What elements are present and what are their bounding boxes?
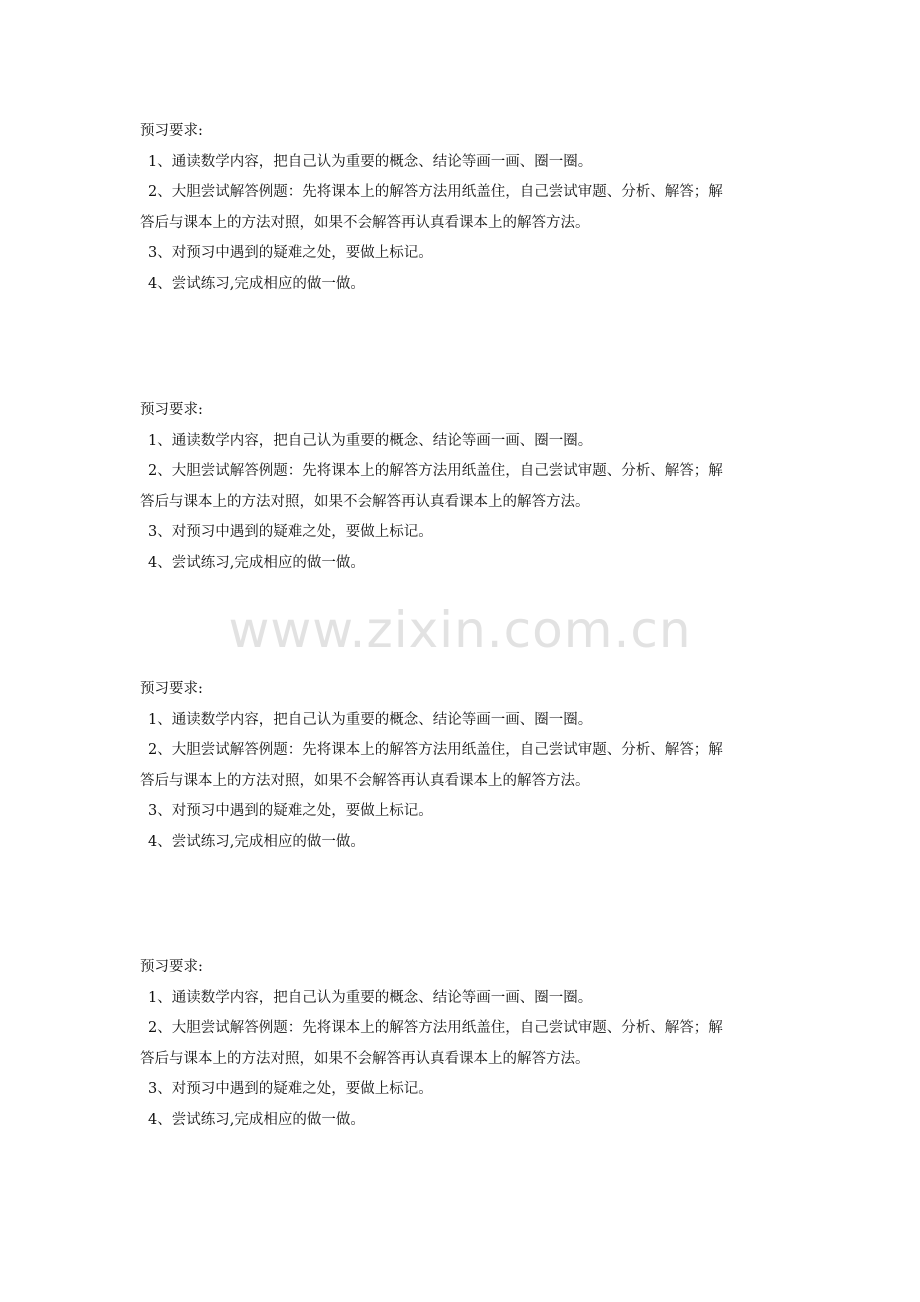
preview-requirements-block-4 — [140, 952, 785, 1135]
block-heading: 预习要求: — [140, 402, 203, 418]
requirement-item-1: 1、通读数学内容，把自己认为重要的概念、结论等画一画、圈一圈。 — [148, 989, 593, 1006]
requirement-item-2-continued: 答后与课本上的方法对照，如果不会解答再认真看课本上的解答方法。 — [140, 493, 590, 510]
requirement-item-3: 3、对预习中遇到的疑难之处，要做上标记。 — [148, 524, 433, 540]
requirement-item-2-continued: 答后与课本上的方法对照，如果不会解答再认真看课本上的解答方法。 — [140, 214, 590, 231]
preview-requirements-block-1 — [140, 116, 785, 299]
requirement-item-4: 4、尝试练习,完成相应的做一做。 — [148, 554, 365, 571]
requirement-item-2: 2、大胆尝试解答例题：先将课本上的解答方法用纸盖住，自己尝试审题、分析、解答；解 — [148, 463, 723, 479]
preview-requirements-block-3 — [140, 674, 785, 857]
requirement-item-4: 4、尝试练习,完成相应的做一做。 — [148, 275, 365, 292]
block-heading: 预习要求: — [140, 959, 203, 975]
requirement-item-3: 3、对预习中遇到的疑难之处，要做上标记。 — [148, 803, 433, 819]
requirement-item-1: 1、通读数学内容，把自己认为重要的概念、结论等画一画、圈一圈。 — [148, 153, 593, 170]
requirement-item-1: 1、通读数学内容，把自己认为重要的概念、结论等画一画、圈一圈。 — [148, 432, 593, 449]
requirement-item-2-continued: 答后与课本上的方法对照，如果不会解答再认真看课本上的解答方法。 — [140, 1050, 590, 1067]
requirement-item-2: 2、大胆尝试解答例题：先将课本上的解答方法用纸盖住，自己尝试审题、分析、解答；解 — [148, 1020, 723, 1036]
requirement-item-3: 3、对预习中遇到的疑难之处，要做上标记。 — [148, 1081, 433, 1097]
requirement-item-1: 1、通读数学内容，把自己认为重要的概念、结论等画一画、圈一圈。 — [148, 711, 593, 728]
requirement-item-2-continued: 答后与课本上的方法对照，如果不会解答再认真看课本上的解答方法。 — [140, 772, 590, 789]
preview-requirements-block-2 — [140, 395, 785, 578]
requirement-item-2: 2、大胆尝试解答例题：先将课本上的解答方法用纸盖住，自己尝试审题、分析、解答；解 — [148, 742, 723, 758]
block-heading: 预习要求: — [140, 681, 203, 697]
block-heading: 预习要求: — [140, 123, 203, 139]
requirement-item-4: 4、尝试练习,完成相应的做一做。 — [148, 833, 365, 850]
requirement-item-4: 4、尝试练习,完成相应的做一做。 — [148, 1111, 365, 1128]
requirement-item-3: 3、对预习中遇到的疑难之处，要做上标记。 — [148, 245, 433, 261]
requirement-item-2: 2、大胆尝试解答例题：先将课本上的解答方法用纸盖住，自己尝试审题、分析、解答；解 — [148, 184, 723, 200]
watermark: www.zixin.com.cn — [228, 601, 692, 659]
